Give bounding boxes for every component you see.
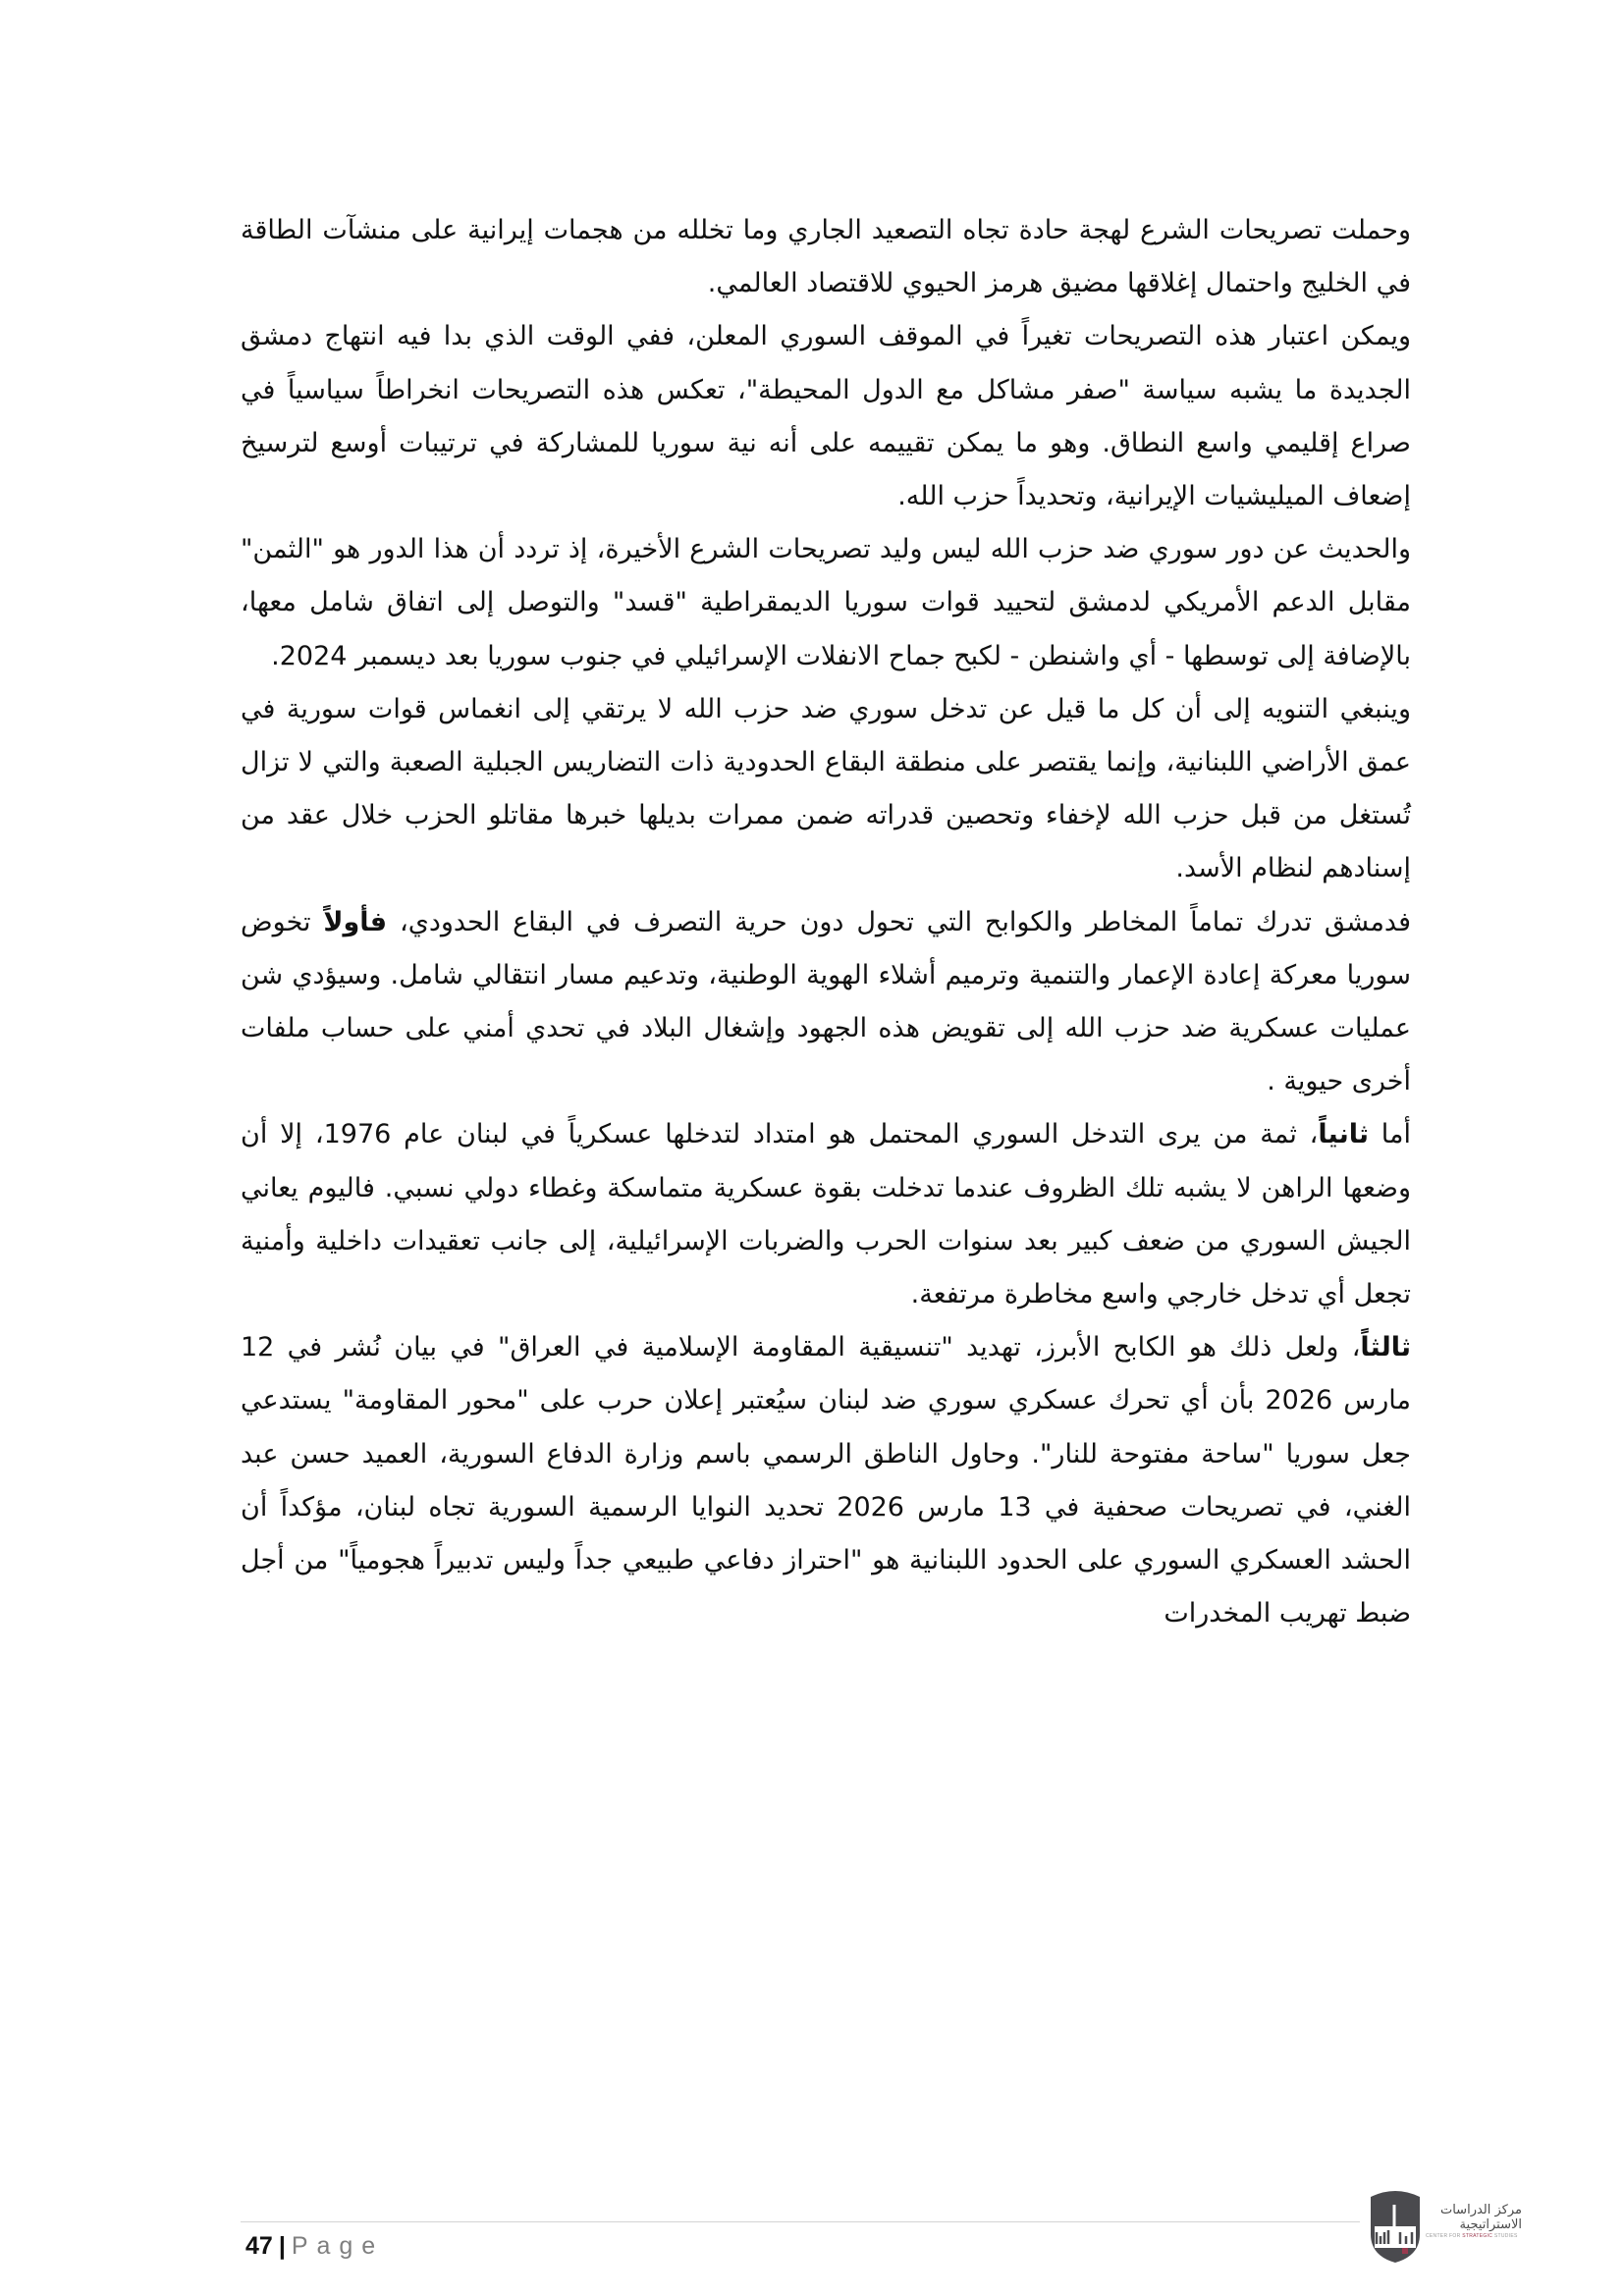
bold-keyword: ثانياً [1318,1119,1369,1150]
text-run: وينبغي التنويه إلى أن كل ما قيل عن تدخل سوري ضد حزب الله لا يرتقي إلى انغماس قوات سورية في عمق الأراضي اللبنانية، وإنما يقتصر على منطقة البقاع الحدودية ذات التضاريس الجبلية الصعبة والتي لا تزال تُستغل من قبل حزب الله لإخفاء وتحصين قدراته ضمن ممرات بديلها خبرها مقاتلو الحزب خلال عقد من إسنادهم لنظام الأسد. [241,693,1411,884]
logo-name-line2: الاستراتيجية [1459,2217,1522,2232]
paragraph [241,204,1411,310]
logo-english-accent: STRATEGIC [1462,2233,1493,2239]
text-run: فدمشق تدرك تماماً المخاطر والكوابح التي تحول دون حرية التصرف في البقاع الحدودي، [387,906,1411,937]
text-run: ، ولعل ذلك هو الكابح الأبرز، تهديد "تنسيقية المقاومة الإسلامية في العراق" في بيان نُشر في 12 مارس 2026 بأن أي تحرك عسكري سوري ضد لبنان سيُعتبر إعلان حرب على "محور المقاومة" يستدعي جعل سوريا "ساحة مفتوحة للنار". وحاول الناطق الرسمي باسم وزارة الدفاع السورية، العميد حسن عبد الغني، في تصريحات صحفية في 13 مارس 2026 تحديد النوايا الرسمية السورية تجاه لبنان، مؤكداً أن الحشد العسكري السوري على الحدود اللبنانية هو "احتراز دفاعي طبيعي جداً وليس تدبيراً هجومياً" من أجل ضبط تهريب المخدرات [241,1332,1411,1629]
logo-name-line1: مركز الدراسات [1439,2203,1522,2217]
logo-text [1426,2203,1522,2240]
paragraph [241,683,1411,896]
article-body [241,204,1411,1640]
text-run: ، ثمة من يرى التدخل السوري المحتمل هو امتداد لتدخلها عسكرياً في لبنان عام 1976، إلا أن وضعها الراهن لا يشبه تلك الظروف عندما تدخلت بقوة عسكرية متماسكة وغطاء دولي نسبي. فاليوم يعاني الجيش السوري من ضعف كبير بعد سنوات الحرب والضربات الإسرائيلية، إلى جانب تعقيدات داخلية وأمنية تجعل أي تدخل خارجي واسع مخاطرة مرتفعة. [241,1119,1411,1310]
text-run: أما [1368,1119,1411,1150]
logo-english-prefix: CENTER FOR [1426,2233,1463,2239]
center-logo [1367,2187,1524,2266]
paragraph [241,896,1411,1109]
paragraph [241,310,1411,523]
bold-keyword: ثالثاً [1360,1332,1411,1363]
text-run: وحملت تصريحات الشرع لهجة حادة تجاه التصعيد الجاري وما تخلله من هجمات إيرانية على منشآت الطاقة في الخليج واحتمال إغلاقها مضيق هرمز الحيوي للاقتصاد العالمي. [241,215,1411,299]
page-number-footer [245,2228,384,2264]
footer-divider [241,2221,1360,2222]
shield-logo-icon [1367,2187,1424,2264]
paragraph [241,1108,1411,1321]
logo-english-suffix: STUDIES [1492,2233,1518,2239]
page-label: Page [291,2232,385,2260]
page-separator: | [278,2232,286,2260]
text-run: ويمكن اعتبار هذه التصريحات تغيراً في الموقف السوري المعلن، ففي الوقت الذي بدا فيه انتهاج دمشق الجديدة ما يشبه سياسة "صفر مشاكل مع الدول المحيطة"، تعكس هذه التصريحات انخراطاً سياسياً في صراع إقليمي واسع النطاق. وهو ما يمكن تقييمه على أنه نية سوريا للمشاركة في ترتيبات أوسع لترسيخ إضعاف الميليشيات الإيرانية، وتحديداً حزب الله. [241,321,1411,512]
paragraph [241,523,1411,683]
page-number: 47 [245,2232,273,2260]
text-run: والحديث عن دور سوري ضد حزب الله ليس وليد تصريحات الشرع الأخيرة، إذ تردد أن هذا الدور هو "الثمن" مقابل الدعم الأمريكي لدمشق لتحييد قوات سوريا الديمقراطية "قسد" والتوصل إلى اتفاق شامل معها، بالإضافة إلى توسطها - أي واشنطن - لكبح جماح الانفلات الإسرائيلي في جنوب سوريا بعد ديسمبر 2024. [241,534,1411,671]
bold-keyword: فأولاً [323,906,388,937]
text-run: تخوض سوريا معركة إعادة الإعمار والتنمية وترميم أشلاء الهوية الوطنية، وتدعيم مسار انتقالي شامل. وسيؤدي شن عمليات عسكرية ضد حزب الله إلى تقويض هذه الجهود وإشغال البلاد في تحدي أمني على حساب ملفات أخرى حيوية . [241,906,1411,1097]
logo-english-name [1426,2232,1522,2240]
paragraph [241,1321,1411,1640]
